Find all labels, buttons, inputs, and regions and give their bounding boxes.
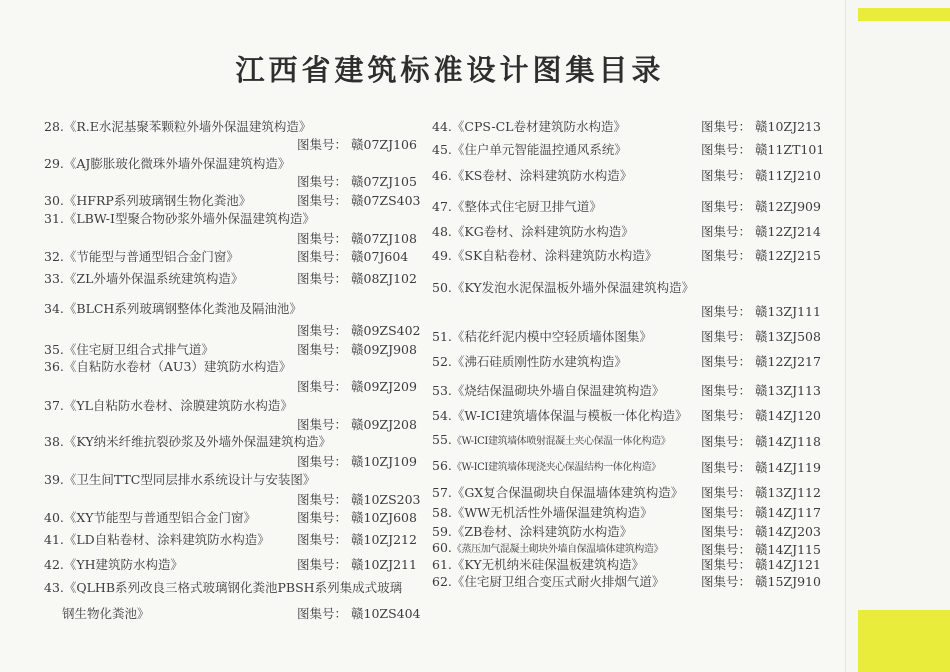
- code-label: 图集号：: [297, 492, 348, 507]
- catalog-code-61: [701, 555, 821, 573]
- code-value: 赣13ZJ112: [751, 485, 821, 500]
- catalog-code-57: [701, 483, 821, 501]
- code-label: 图集号：: [297, 557, 348, 572]
- catalog-code-28: [297, 135, 417, 153]
- yellow-edge-marker-bottom: [858, 610, 950, 672]
- code-label: 图集号：: [297, 379, 348, 394]
- catalog-entry-59: 59.《ZB卷材、涂料建筑防水构造》: [432, 524, 633, 539]
- catalog-entry-53: 53.《烧结保温砌块外墙自保温建筑构造》: [432, 383, 665, 398]
- catalog-code-45: [701, 140, 824, 158]
- code-value: 赣10ZS404: [347, 606, 421, 621]
- code-label: 图集号：: [701, 542, 752, 557]
- catalog-code-32: [297, 247, 408, 265]
- code-label: 图集号：: [297, 342, 348, 357]
- catalog-entry-44: 44.《CPS-CL卷材建筑防水构造》: [432, 119, 626, 134]
- catalog-code-52: [701, 352, 821, 370]
- catalog-entry-47: 47.《整体式住宅厨卫排气道》: [432, 199, 602, 214]
- code-label: 图集号：: [701, 119, 752, 134]
- catalog-entry-56: 56.《W-ICI建筑墙体现浇夹心保温结构一体化构造》: [432, 458, 661, 473]
- code-value: 赣10ZJ211: [347, 557, 417, 572]
- catalog-entry-31: 31.《LBW-I型聚合物砂浆外墙外保温建筑构造》: [44, 211, 315, 226]
- code-value: 赣07ZS403: [347, 193, 421, 208]
- code-label: 图集号：: [297, 532, 348, 547]
- code-value: 赣14ZJ121: [751, 557, 821, 572]
- code-label: 图集号：: [701, 460, 752, 475]
- code-value: 赣14ZJ118: [751, 434, 821, 449]
- code-value: 赣12ZJ909: [751, 199, 821, 214]
- catalog-entry-37: 37.《YL自粘防水卷材、涂膜建筑防水构造》: [44, 398, 293, 413]
- catalog-entry-32: 32.《节能型与普通型铝合金门窗》: [44, 249, 239, 264]
- code-label: 图集号：: [701, 248, 752, 263]
- code-value: 赣10ZS203: [347, 492, 421, 507]
- code-value: 赣12ZJ217: [751, 354, 821, 369]
- catalog-entry-57: 57.《GX复合保温砌块自保温墙体建筑构造》: [432, 485, 684, 500]
- catalog-code-56: [701, 458, 821, 476]
- code-value: 赣10ZJ109: [347, 454, 417, 469]
- catalog-entry-41: 41.《LD自粘卷材、涂料建筑防水构造》: [44, 532, 270, 547]
- catalog-entry-43: 43.《QLHB系列改良三格式玻璃钢化粪池PBSH系列集成式玻璃: [44, 580, 403, 595]
- code-label: 图集号：: [701, 485, 752, 500]
- yellow-edge-marker-top: [858, 8, 950, 21]
- catalog-code-33: [297, 269, 417, 287]
- code-label: 图集号：: [701, 408, 752, 423]
- catalog-entry-60: 60.《蒸压加气混凝土砌块外墙自保温墙体建筑构造》: [432, 540, 664, 555]
- catalog-code-42: [297, 555, 417, 573]
- code-value: 赣12ZJ215: [751, 248, 821, 263]
- catalog-code-29: [297, 172, 417, 190]
- code-label: 图集号：: [297, 193, 348, 208]
- code-value: 赣09ZJ908: [347, 342, 417, 357]
- catalog-entry-51: 51.《秸花纤泥内模中空轻质墙体图集》: [432, 329, 652, 344]
- catalog-entry-48: 48.《KG卷材、涂料建筑防水构造》: [432, 224, 634, 239]
- code-label: 图集号：: [297, 249, 348, 264]
- catalog-entry-45: 45.《住户单元智能温控通风系统》: [432, 142, 627, 157]
- catalog-code-37: [297, 415, 417, 433]
- code-value: 赣10ZJ213: [751, 119, 821, 134]
- code-value: 赣07ZJ108: [347, 231, 417, 246]
- catalog-entry-55: 55.《W-ICI建筑墙体喷射混凝土夹心保温一体化构造》: [432, 432, 671, 447]
- catalog-entry-35: 35.《住宅厨卫组合式排气道》: [44, 342, 214, 357]
- code-value: 赣14ZJ203: [751, 524, 821, 539]
- code-label: 图集号：: [701, 505, 752, 520]
- catalog-entry-58: 58.《WW无机活性外墙保温建筑构造》: [432, 505, 653, 520]
- catalog-code-50: [701, 302, 821, 320]
- catalog-code-35: [297, 340, 417, 358]
- code-label: 图集号：: [297, 231, 348, 246]
- code-value: 赣10ZJ212: [347, 532, 417, 547]
- code-value: 赣09ZJ208: [347, 417, 417, 432]
- catalog-code-46: [701, 166, 821, 184]
- catalog-code-41: [297, 530, 417, 548]
- catalog-code-62: [701, 572, 821, 590]
- code-label: 图集号：: [701, 354, 752, 369]
- code-label: 图集号：: [297, 417, 348, 432]
- catalog-entry-39: 39.《卫生间TTC型同层排水系统设计与安装图》: [44, 472, 316, 487]
- catalog-code-38: [297, 452, 417, 470]
- catalog-entry-46: 46.《KS卷材、涂料建筑防水构造》: [432, 168, 633, 183]
- code-value: 赣07J604: [347, 249, 409, 264]
- code-value: 赣14ZJ119: [751, 460, 821, 475]
- code-label: 图集号：: [297, 174, 348, 189]
- code-label: 图集号：: [701, 142, 752, 157]
- catalog-entry-43-cont: 钢生物化粪池》: [62, 606, 150, 621]
- code-label: 图集号：: [701, 168, 752, 183]
- catalog-code-51: [701, 327, 821, 345]
- catalog-entry-42: 42.《YH建筑防水构造》: [44, 557, 184, 572]
- catalog-entry-52: 52.《沸石硅质刚性防水建筑构造》: [432, 354, 627, 369]
- catalog-entry-29: 29.《AJ膨胀玻化微珠外墙外保温建筑构造》: [44, 156, 291, 171]
- catalog-code-59: [701, 522, 821, 540]
- code-value: 赣07ZJ105: [347, 174, 417, 189]
- code-value: 赣11ZT101: [751, 142, 825, 157]
- code-value: 赣08ZJ102: [347, 271, 417, 286]
- catalog-code-30: [297, 191, 421, 209]
- catalog-code-44: [701, 117, 821, 135]
- catalog-entry-28: 28.《R.E水泥基聚苯颗粒外墙外保温建筑构造》: [44, 119, 312, 134]
- code-value: 赣11ZJ210: [751, 168, 821, 183]
- page-title: 江西省建筑标准设计图集目录: [235, 53, 665, 87]
- code-label: 图集号：: [701, 524, 752, 539]
- code-value: 赣09ZS402: [347, 323, 421, 338]
- code-label: 图集号：: [297, 606, 348, 621]
- code-value: 赣14ZJ117: [751, 505, 821, 520]
- catalog-code-48: [701, 222, 821, 240]
- code-label: 图集号：: [297, 454, 348, 469]
- code-value: 赣13ZJ111: [751, 304, 821, 319]
- code-label: 图集号：: [701, 199, 752, 214]
- catalog-code-54: [701, 406, 821, 424]
- code-value: 赣12ZJ214: [751, 224, 821, 239]
- code-label: 图集号：: [297, 323, 348, 338]
- catalog-code-40: [297, 508, 417, 526]
- catalog-entry-33: 33.《ZL外墙外保温系统建筑构造》: [44, 271, 244, 286]
- code-label: 图集号：: [701, 383, 752, 398]
- catalog-entry-62: 62.《住宅厨卫组合变压式耐火排烟气道》: [432, 574, 665, 589]
- code-value: 赣13ZJ508: [751, 329, 821, 344]
- code-label: 图集号：: [297, 271, 348, 286]
- catalog-code-53: [701, 381, 821, 399]
- catalog-code-36: [297, 377, 417, 395]
- catalog-entry-36: 36.《自粘防水卷材（AU3）建筑防水构造》: [44, 359, 292, 374]
- catalog-entry-50: 50.《KY发泡水泥保温板外墙外保温建筑构造》: [432, 280, 695, 295]
- code-value: 赣14ZJ120: [751, 408, 821, 423]
- catalog-code-58: [701, 503, 821, 521]
- catalog-entry-54: 54.《W-ICI建筑墙体保温与模板一体化构造》: [432, 408, 688, 423]
- catalog-code-31: [297, 229, 417, 247]
- code-label: 图集号：: [701, 557, 752, 572]
- catalog-entry-34: 34.《BLCH系列玻璃钢整体化粪池及隔油池》: [44, 301, 302, 316]
- code-value: 赣10ZJ608: [347, 510, 417, 525]
- catalog-entry-38: 38.《KY纳米纤维抗裂砂浆及外墙外保温建筑构造》: [44, 434, 332, 449]
- catalog-entry-61: 61.《KY无机纳米硅保温板建筑构造》: [432, 557, 645, 572]
- catalog-code-47: [701, 197, 821, 215]
- catalog-entry-40: 40.《XY节能型与普通型铝合金门窗》: [44, 510, 257, 525]
- code-value: 赣15ZJ910: [751, 574, 821, 589]
- catalog-code-49: [701, 246, 821, 264]
- code-value: 赣09ZJ209: [347, 379, 417, 394]
- catalog-entry-49: 49.《SK自粘卷材、涂料建筑防水构造》: [432, 248, 658, 263]
- code-label: 图集号：: [701, 434, 752, 449]
- code-label: 图集号：: [701, 224, 752, 239]
- code-value: 赣13ZJ113: [751, 383, 821, 398]
- code-label: 图集号：: [701, 574, 752, 589]
- catalog-code-43: [297, 604, 421, 622]
- code-label: 图集号：: [297, 510, 348, 525]
- code-label: 图集号：: [701, 304, 752, 319]
- code-label: 图集号：: [701, 329, 752, 344]
- code-value: 赣07ZJ106: [347, 137, 417, 152]
- catalog-entry-30: 30.《HFRP系列玻璃钢生物化粪池》: [44, 193, 252, 208]
- code-value: 赣14ZJ115: [751, 542, 821, 557]
- catalog-code-34: [297, 321, 421, 339]
- catalog-code-39: [297, 490, 421, 508]
- catalog-code-55: [701, 432, 821, 450]
- code-label: 图集号：: [297, 137, 348, 152]
